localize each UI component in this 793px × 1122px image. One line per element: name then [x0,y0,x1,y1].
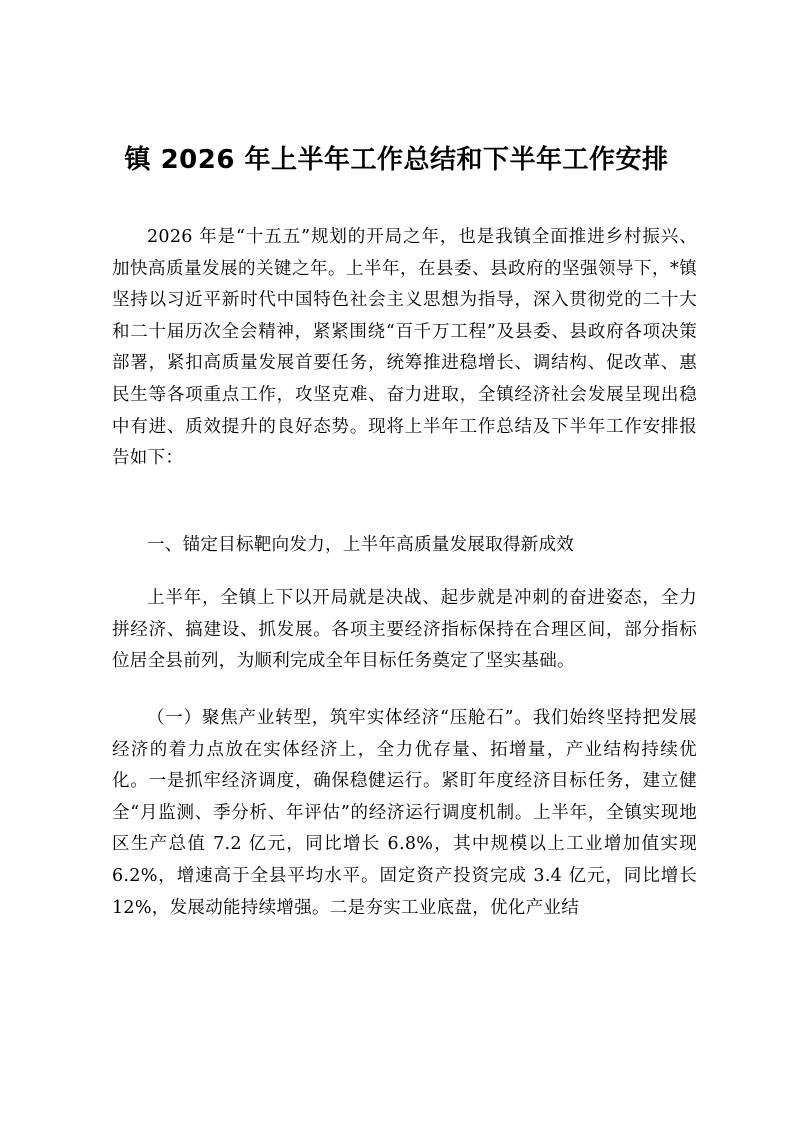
subsection-1-paragraph: （一）聚焦产业转型，筑牢实体经济“压舱石”。我们始终坚持把发展经济的着力点放在实体经济上，全力优存量、拓增量，产业结构持续优化。一是抓牢经济调度，确保稳健运行。紧盯年度经济目标任务，建立健全“月监测、季分析、年评估”的经济运行调度机制。上半年，全镇实现地区生产总值 7.2 亿元，同比增长 6.8%，其中规模以上工业增加值实现 6.2%，增速高于全县平均水平。固定资产投资完成 3.4 亿元，同比增长 12%，发展动能持续增强。二是夯实工业底盘，优化产业结 [112,708,697,918]
document-title: 镇 2026 年上半年工作总结和下半年工作安排 [124,145,669,175]
intro-paragraph: 2026 年是“十五五”规划的开局之年，也是我镇全面推进乡村振兴、加快高质量发展的关键之年。上半年，在县委、县政府的坚强领导下，*镇坚持以习近平新时代中国特色社会主义思想为指导，深入贯彻党的二十大和二十届历次全会精神，紧紧围绕“百千万工程”及县委、县政府各项决策部署，紧扣高质量发展首要任务，统筹推进稳增长、调结构、促改革、惠民生等各项重点工作，攻坚克难、奋力进取，全镇经济社会发展呈现出稳中有进、质效提升的良好态势。现将上半年工作总结及下半年工作安排报告如下： [112,227,697,469]
section-heading-1: 一、锚定目标靶向发力，上半年高质量发展取得新成效 [147,535,575,555]
section-1-summary-paragraph: 上半年，全镇上下以开局就是决战、起步就是冲刺的奋进姿态，全力拼经济、搞建设、抓发展。各项主要经济指标保持在合理区间，部分指标位居全县前列，为顺利完成全年目标任务奠定了坚实基础。 [112,588,697,672]
